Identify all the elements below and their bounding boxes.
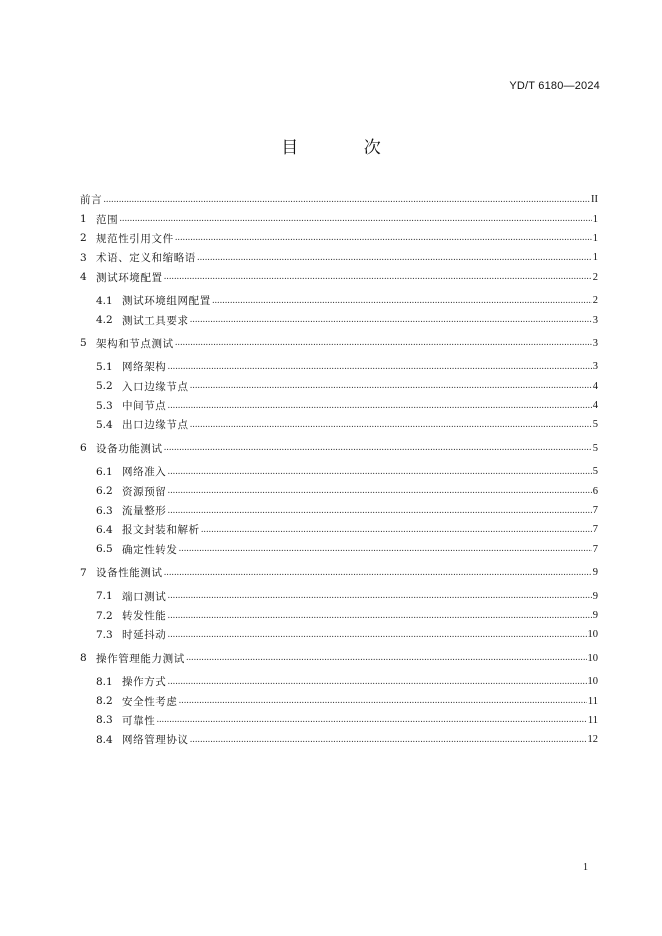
toc-entry-page: 4 (592, 380, 598, 392)
toc-entry-number: 7 (80, 566, 87, 579)
toc-entry-label: 范围 (96, 213, 119, 226)
toc-entry-label: 网络管理协议 (122, 734, 189, 747)
toc-entry[interactable] (80, 291, 598, 310)
dot-leader (179, 696, 587, 706)
toc-entry-number: 6.1 (96, 465, 113, 478)
toc-entry-number: 8.4 (96, 733, 113, 746)
toc-entry-label: 出口边缘节点 (122, 419, 189, 432)
toc-entry-number: 5.2 (96, 380, 113, 393)
toc-entry[interactable] (80, 462, 598, 481)
toc-entry-page: 4 (592, 400, 598, 412)
toc-entry-page: 5 (592, 466, 598, 478)
toc-entry-page: 1 (592, 252, 598, 264)
toc-entry-label: 网络架构 (122, 361, 167, 374)
toc-entry-page: 11 (587, 714, 598, 726)
dot-leader (119, 214, 592, 224)
dot-leader (190, 420, 592, 430)
toc-entry-number: 5.4 (96, 418, 113, 431)
toc-entry-number: 6.2 (96, 485, 113, 498)
toc-entry-label: 规范性引用文件 (96, 232, 174, 245)
toc-entry-number: 5 (80, 337, 87, 350)
toc-entry[interactable] (80, 248, 598, 267)
toc-entry[interactable] (80, 501, 598, 520)
toc-entry-label: 时延抖动 (122, 629, 167, 642)
toc-entry-page: 7 (592, 524, 598, 536)
dot-leader (190, 381, 592, 391)
dot-leader (156, 715, 587, 725)
toc-entry-number: 5.3 (96, 399, 113, 412)
toc-entry-page: 3 (592, 361, 598, 373)
toc-entry-page: 2 (592, 295, 598, 307)
dot-leader (212, 296, 592, 306)
toc-entry[interactable] (80, 649, 598, 668)
dot-leader (167, 677, 586, 687)
dot-leader (197, 253, 592, 263)
toc-entry-label: 中间节点 (122, 400, 167, 413)
dot-leader (164, 443, 592, 453)
dot-leader (201, 525, 592, 535)
dot-leader (175, 233, 592, 243)
toc-entry-number: 8 (80, 652, 87, 665)
dot-leader (167, 486, 591, 496)
toc-entry-label: 入口边缘节点 (122, 380, 189, 393)
toc-entry-page: 11 (587, 695, 598, 707)
toc-entry[interactable] (80, 268, 598, 287)
toc-entry-number: 7.3 (96, 628, 113, 641)
dot-leader (167, 506, 591, 516)
toc-entry-label: 术语、定义和缩略语 (96, 252, 196, 265)
dot-leader (164, 272, 592, 282)
toc-entry-page: 10 (587, 629, 598, 641)
toc-entry[interactable] (80, 606, 598, 625)
dot-leader (167, 467, 591, 477)
toc-entry[interactable] (80, 229, 598, 248)
toc-entry[interactable] (80, 310, 598, 329)
page-title: 目 次 (281, 138, 411, 158)
toc-entry-number: 2 (80, 232, 87, 245)
toc-entry-page: 1 (592, 213, 598, 225)
dot-leader (167, 630, 586, 640)
toc-entry-number: 8.2 (96, 695, 113, 708)
toc-entry-number: 6 (80, 442, 87, 455)
toc-entry-number: 6.3 (96, 504, 113, 517)
toc-entry[interactable] (80, 190, 598, 209)
dot-leader (164, 568, 592, 578)
toc-entry-label: 架构和节点测试 (96, 337, 174, 350)
dot-leader (186, 653, 587, 663)
toc-entry-number: 8.1 (96, 675, 113, 688)
toc-entry[interactable] (80, 625, 598, 644)
toc-entry[interactable] (80, 540, 598, 559)
toc-entry-label: 测试环境组网配置 (122, 295, 211, 308)
toc-entry-label: 流量整形 (122, 505, 167, 518)
dot-leader (167, 611, 591, 621)
dot-leader (167, 591, 591, 601)
toc-entry[interactable] (80, 563, 598, 582)
toc-entry[interactable] (80, 691, 598, 710)
toc-entry-page: 6 (592, 485, 598, 497)
dot-leader (103, 195, 590, 205)
dot-leader (179, 544, 592, 554)
toc-entry-label: 安全性考虑 (122, 695, 178, 708)
toc-entry-page: 5 (592, 419, 598, 431)
toc-entry[interactable] (80, 377, 598, 396)
toc-entry-page: 9 (592, 567, 598, 579)
toc-entry-page: II (591, 194, 598, 206)
dot-leader (190, 315, 592, 325)
toc-entry[interactable] (80, 439, 598, 458)
dot-leader (167, 362, 591, 372)
toc-entry-number: 3 (80, 251, 87, 264)
toc-entry-page: 10 (587, 676, 598, 688)
toc-entry-number: 7.2 (96, 609, 113, 622)
toc-entry[interactable] (80, 357, 598, 376)
toc-entry-page: 2 (592, 271, 598, 283)
toc-entry-label: 报文封装和解析 (122, 524, 200, 537)
dot-leader (190, 735, 587, 745)
toc-entry-label: 前言 (80, 194, 103, 207)
toc-entry-page: 3 (592, 337, 598, 349)
toc-entry-number: 4.1 (96, 294, 113, 307)
toc-entry-label: 确定性转发 (122, 543, 178, 556)
toc-entry-page: 1 (592, 232, 598, 244)
toc-entry-label: 可靠性 (122, 714, 156, 727)
toc-entry-number: 7.1 (96, 590, 113, 603)
toc-entry-number: 6.5 (96, 543, 113, 556)
toc-entry-label: 操作管理能力测试 (96, 652, 185, 665)
toc-entry-label: 网络准入 (122, 466, 167, 479)
toc-entry[interactable] (80, 730, 598, 749)
toc-entry-label: 操作方式 (122, 676, 167, 689)
toc-entry[interactable] (80, 711, 598, 730)
toc-entry[interactable] (80, 209, 598, 228)
toc-entry-number: 4 (80, 271, 87, 284)
toc-entry-page: 7 (592, 543, 598, 555)
toc-entry-label: 设备性能测试 (96, 567, 163, 580)
dot-leader (175, 338, 592, 348)
toc-entry-page: 5 (592, 442, 598, 454)
toc-entry[interactable] (80, 415, 598, 434)
toc-entry[interactable] (80, 481, 598, 500)
toc-entry-label: 转发性能 (122, 610, 167, 622)
toc-entry-page: 9 (592, 590, 598, 602)
toc-entry[interactable] (80, 672, 598, 691)
toc-entry-page: 10 (587, 652, 598, 664)
table-of-contents (80, 190, 598, 750)
toc-entry-page: 9 (592, 610, 598, 621)
toc-entry-label: 资源预留 (122, 485, 167, 498)
toc-entry-page: 7 (592, 505, 598, 517)
dot-leader (167, 401, 591, 411)
toc-entry-number: 1 (80, 213, 87, 226)
toc-entry[interactable] (80, 586, 598, 605)
toc-entry-page: 3 (592, 314, 598, 326)
toc-entry-page: 12 (587, 734, 598, 746)
toc-entry-number: 6.4 (96, 523, 113, 536)
toc-entry[interactable] (80, 396, 598, 415)
toc-entry[interactable] (80, 334, 598, 353)
toc-entry-label: 测试环境配置 (96, 271, 163, 284)
document-code: YD/T 6180—2024 (509, 80, 600, 92)
toc-entry-label: 设备功能测试 (96, 442, 163, 455)
toc-entry-number: 4.2 (96, 314, 113, 327)
toc-entry-label: 端口测试 (122, 590, 167, 603)
toc-entry-number: 5.1 (96, 360, 113, 373)
toc-entry[interactable] (80, 520, 598, 539)
toc-entry-number: 8.3 (96, 714, 113, 727)
page-number: 1 (583, 862, 588, 873)
toc-entry-label: 测试工具要求 (122, 314, 189, 327)
